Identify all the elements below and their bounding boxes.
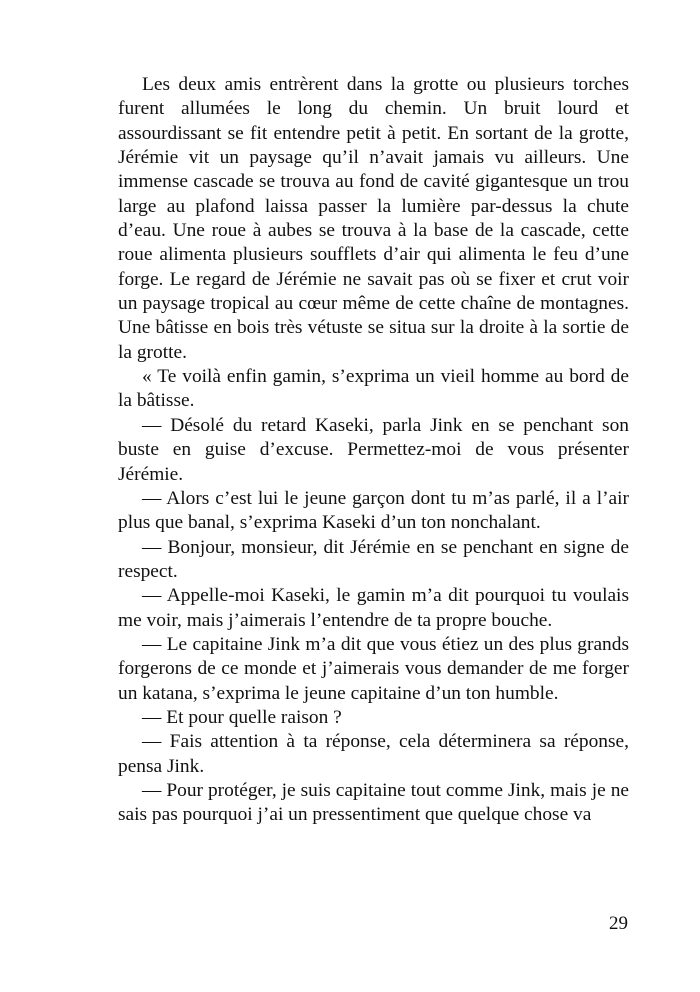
paragraph-dialogue: — Bonjour, monsieur, dit Jérémie en se penchant en signe de respect. xyxy=(118,536,629,582)
body-text xyxy=(118,73,629,828)
paragraph-dialogue: — Fais attention à ta réponse, cela déterminera sa réponse, pensa Jink. xyxy=(118,731,629,777)
paragraph-dialogue: — Alors c’est lui le jeune garçon dont tu m’as parlé, il a l’air plus que banal, s’exprima Kaseki d’un ton nonchalant. xyxy=(118,487,629,534)
paragraph-narration: Les deux amis entrèrent dans la grotte ou plusieurs torches furent allumées le long du chemin. Un bruit lourd et assourdissant se fit entendre petit à petit. En sortant de la grotte, Jérémie vit un paysage qu’il n’avait jamais vu ailleurs. Une immense cascade se trouva au fond de cavité gigantesque un trou large au plafond laissa passer la lumière par-dessus la chute d’eau. Une roue à aubes se trouva à la base de la cascade, cette roue alimenta plusieurs soufflets d’air qui alimenta le feu d’une forge. Le regard de Jérémie ne savait pas où se fixer et crut voir un paysage tropical au cœur même de cette chaîne de montagnes. Une bâtisse en bois très vétuste se situa sur la droite à la sortie de la grotte. xyxy=(118,74,629,363)
paragraph-dialogue: — Désolé du retard Kaseki, parla Jink en se penchant son buste en guise d’excuse. Permettez-moi de vous présenter Jérémie. xyxy=(118,414,629,485)
paragraph-dialogue: — Pour protéger, je suis capitaine tout comme Jink, mais je ne sais pas pourquoi j’ai un pressentiment que quelque chose va xyxy=(118,779,629,826)
page-number: 29 xyxy=(609,913,628,934)
paragraph-dialogue: — Le capitaine Jink m’a dit que vous étiez un des plus grands forgerons de ce monde et j’aimerais vous demander de me forger un katana, s’exprima le jeune capitaine d’un ton humble. xyxy=(118,633,629,704)
paragraph-dialogue: — Appelle-moi Kaseki, le gamin m’a dit pourquoi tu voulais me voir, mais j’aimerais l’entendre de ta propre bouche. xyxy=(118,585,629,631)
paragraph-dialogue: « Te voilà enfin gamin, s’exprima un vieil homme au bord de la bâtisse. xyxy=(118,366,629,412)
paragraph-dialogue: — Et pour quelle raison ? xyxy=(142,706,342,728)
